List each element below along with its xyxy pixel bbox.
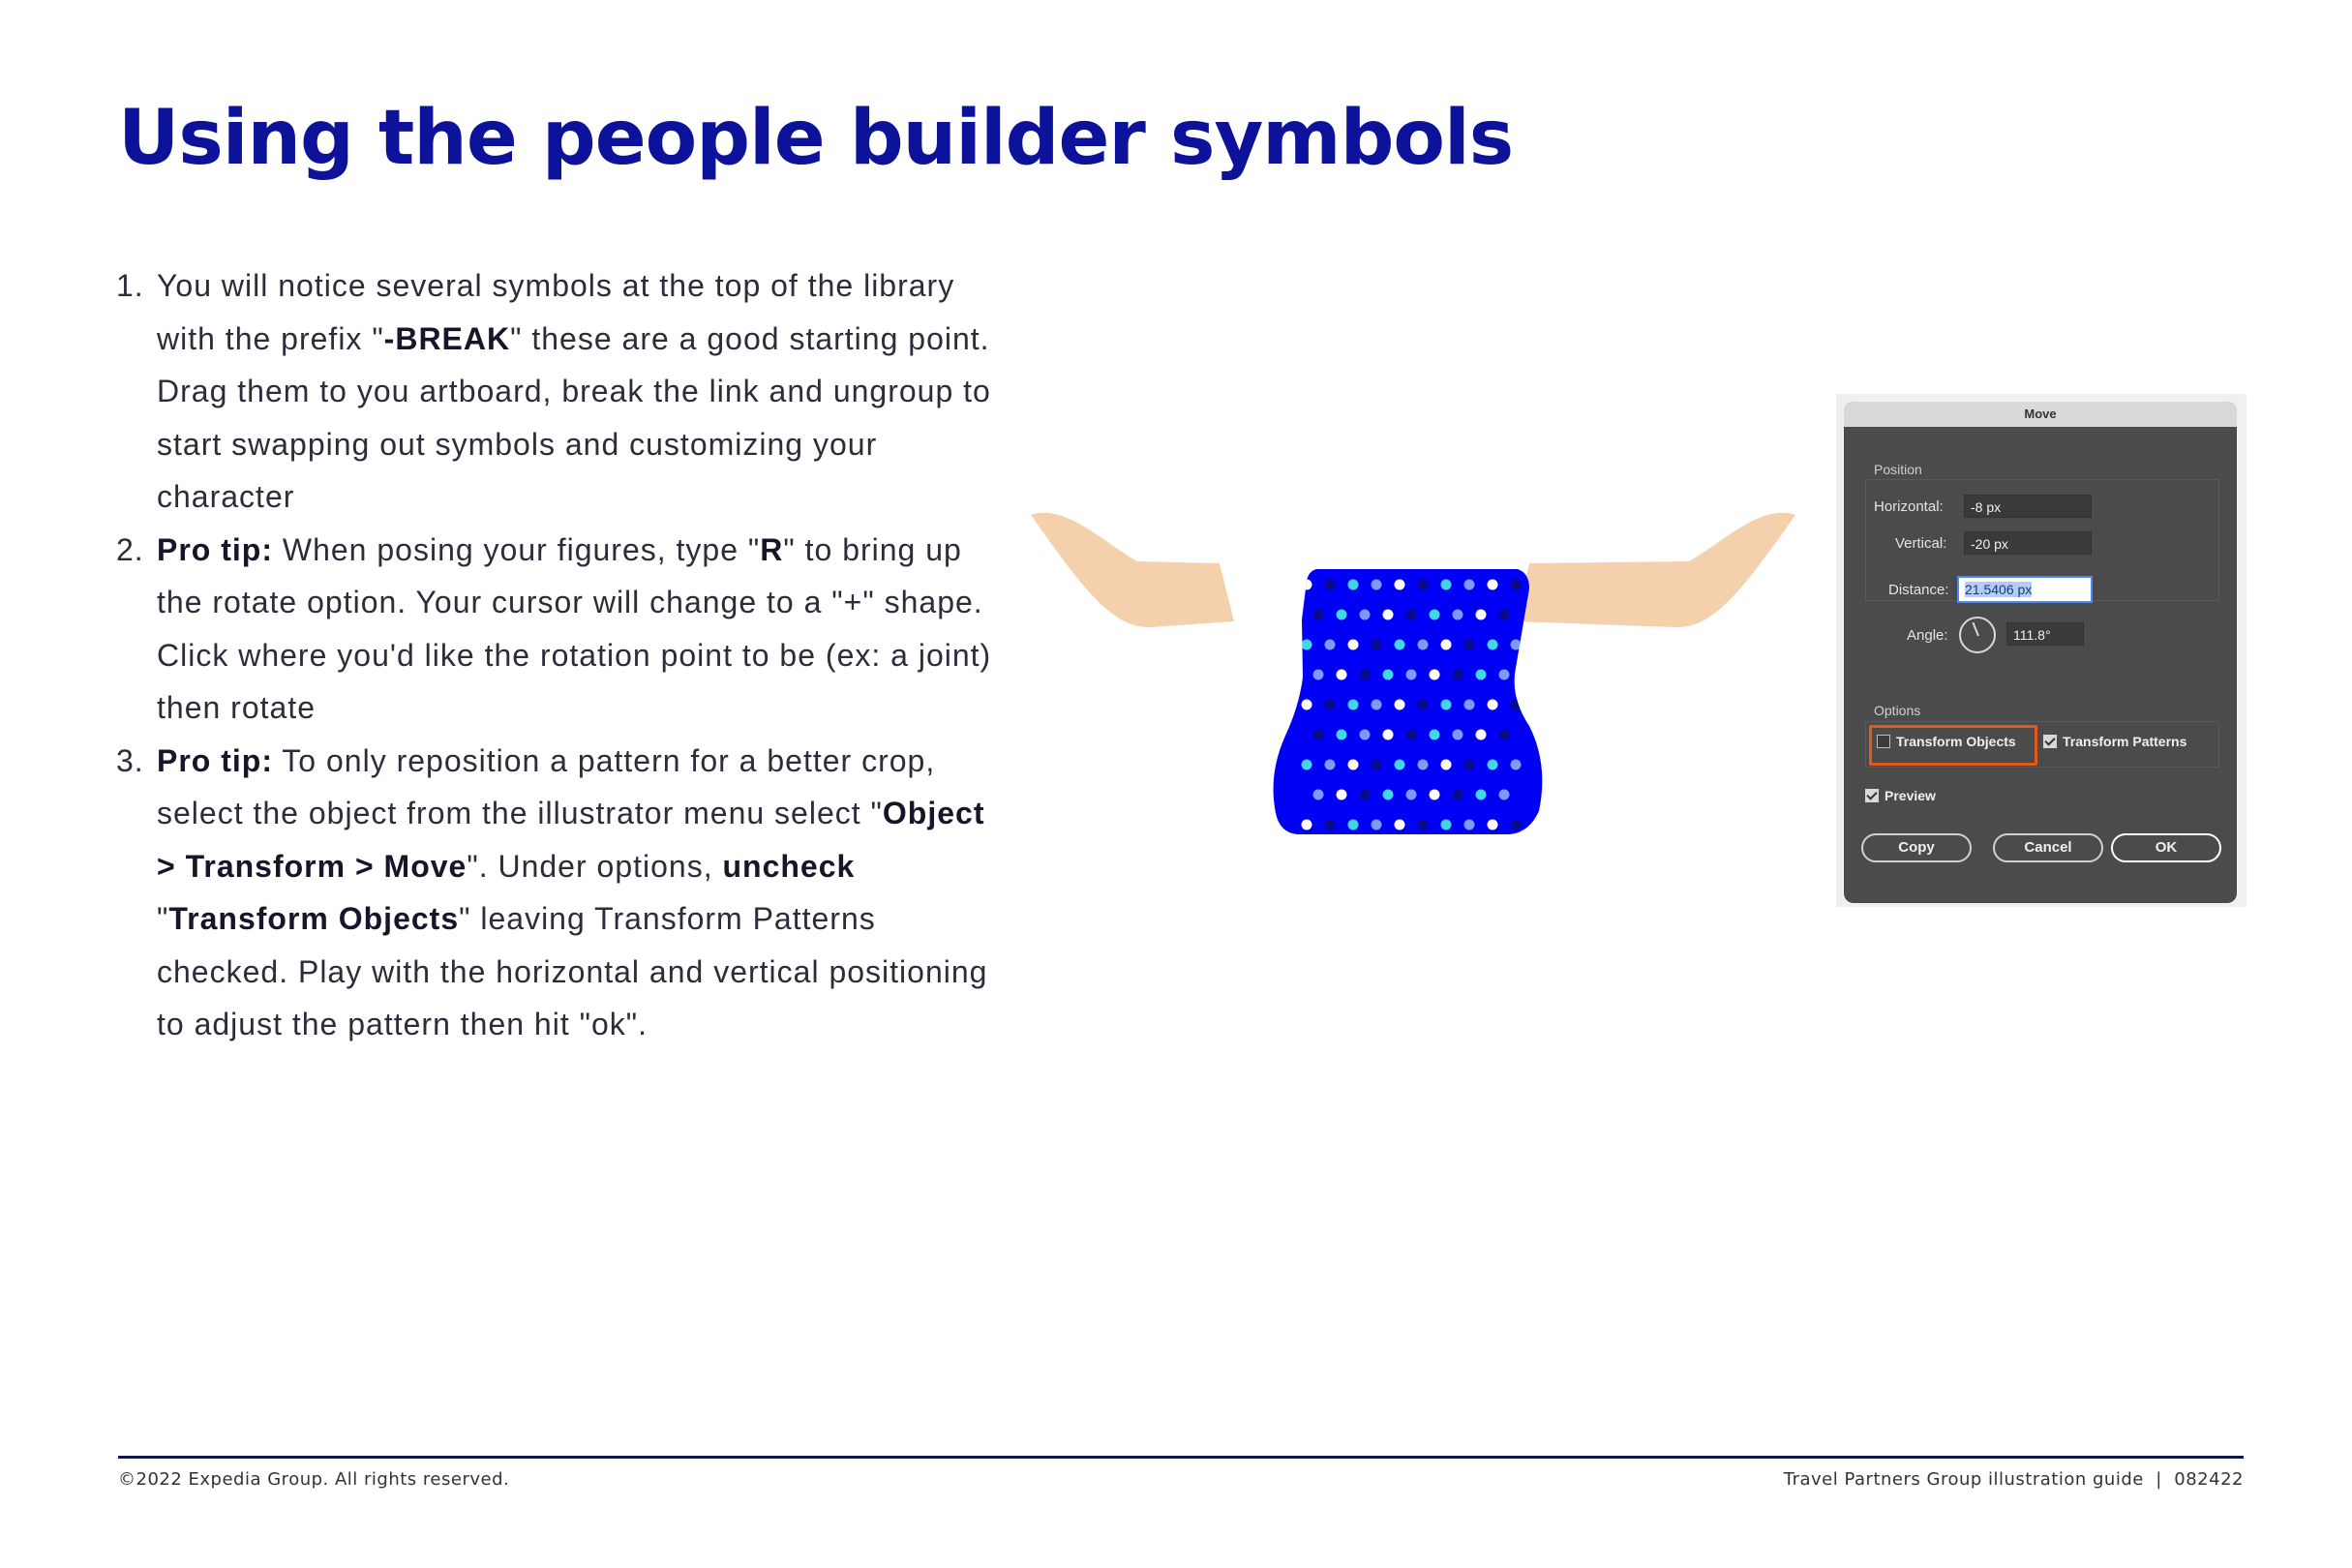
step-text-run: You will notice several symbols at the top of the library with the prefix " — [157, 268, 955, 356]
step-text — [157, 268, 991, 514]
angle-field[interactable]: 111.8° — [2006, 622, 2084, 646]
step-text-bold: R — [760, 531, 784, 567]
step-number: 1. — [116, 268, 144, 303]
step-text-run: " — [157, 901, 169, 936]
pattern-dot — [1395, 640, 1405, 650]
pattern-dot — [1418, 640, 1429, 650]
pattern-dot — [1430, 790, 1440, 800]
pattern-dot — [1441, 760, 1452, 770]
pattern-dot — [1302, 700, 1312, 710]
pattern-dot — [1348, 820, 1359, 830]
pattern-dot — [1313, 610, 1324, 620]
pattern-dot — [1337, 670, 1347, 680]
pattern-dot — [1313, 730, 1324, 740]
pattern-dot — [1488, 700, 1498, 710]
pattern-dot — [1348, 760, 1359, 770]
pattern-dot — [1383, 670, 1394, 680]
pattern-dot — [1348, 700, 1359, 710]
transform-patterns-label: Transform Patterns — [2063, 734, 2187, 749]
dialog-title: Move — [1844, 402, 2237, 427]
pattern-dot — [1372, 820, 1382, 830]
character-illustration — [1026, 503, 1800, 910]
position-section-label: Position — [1874, 462, 1922, 477]
preview-checkbox[interactable] — [1865, 788, 1936, 803]
distance-value: 21.5406 px — [1965, 582, 2033, 597]
pattern-dot — [1360, 730, 1371, 740]
instruction-step-1 — [116, 259, 1007, 524]
pattern-dot — [1464, 760, 1475, 770]
pattern-dot — [1453, 790, 1463, 800]
pattern-dot — [1360, 790, 1371, 800]
pattern-dot — [1325, 820, 1336, 830]
pattern-dot — [1488, 820, 1498, 830]
pattern-dot — [1372, 760, 1382, 770]
step-text-run: " these are a good starting point. Drag them to you artboard, break the link and ungroup to start swapping out symbols and customizing your character — [157, 320, 991, 514]
footer-copyright: ©2022 Expedia Group. All rights reserved. — [118, 1469, 510, 1490]
pattern-dot — [1406, 790, 1417, 800]
checkbox-unchecked-icon — [1877, 735, 1890, 748]
step-text-bold: Pro tip: — [157, 531, 273, 567]
step-text-bold: -BREAK — [383, 320, 511, 356]
pattern-dot — [1372, 700, 1382, 710]
pattern-dot — [1360, 610, 1371, 620]
pattern-dot — [1395, 760, 1405, 770]
step-text — [157, 743, 987, 1042]
pattern-dot — [1302, 820, 1312, 830]
pattern-dot — [1337, 610, 1347, 620]
pattern-dot — [1476, 670, 1487, 680]
step-text-run: " to bring up the rotate option. Your cursor will change to a "+" shape. Click where you'd like the rotation point to be (ex: a joint) then rotate — [157, 531, 992, 725]
move-dialog-screenshot — [1836, 394, 2246, 907]
pattern-dot — [1441, 580, 1452, 590]
preview-label: Preview — [1885, 788, 1936, 803]
pattern-dot — [1430, 670, 1440, 680]
pattern-dot — [1418, 820, 1429, 830]
pattern-dot — [1395, 700, 1405, 710]
options-section-label: Options — [1874, 703, 1921, 718]
pattern-dot — [1302, 640, 1312, 650]
pattern-dot — [1406, 610, 1417, 620]
pattern-dot — [1441, 640, 1452, 650]
pattern-dot — [1511, 640, 1522, 650]
pattern-dot — [1511, 820, 1522, 830]
pattern-dot — [1325, 640, 1336, 650]
pattern-dot — [1406, 670, 1417, 680]
step-number: 2. — [116, 531, 144, 567]
footer-guide-label: Travel Partners Group illustration guide | 082422 — [1783, 1469, 2244, 1490]
instruction-step-2 — [116, 524, 1007, 735]
pattern-dot — [1476, 610, 1487, 620]
pattern-dot — [1337, 790, 1347, 800]
copy-button[interactable]: Copy — [1861, 833, 1972, 862]
checkbox-checked-icon — [2043, 735, 2057, 748]
pattern-dot — [1453, 670, 1463, 680]
pattern-dot — [1395, 580, 1405, 590]
transform-patterns-checkbox[interactable] — [2043, 734, 2186, 749]
pattern-dot — [1348, 640, 1359, 650]
step-text-bold: Pro tip: — [157, 742, 273, 778]
step-text-bold: Transform Objects — [168, 901, 460, 936]
instruction-step-3 — [116, 735, 1007, 1051]
pattern-dot — [1372, 580, 1382, 590]
pattern-dot — [1313, 670, 1324, 680]
horizontal-label: Horizontal: — [1874, 498, 1944, 515]
pattern-dot — [1511, 760, 1522, 770]
pattern-dot — [1430, 730, 1440, 740]
pattern-dot — [1499, 610, 1510, 620]
cancel-button[interactable]: Cancel — [1993, 833, 2103, 862]
pattern-dot — [1476, 790, 1487, 800]
step-text — [157, 532, 991, 726]
distance-label: Distance: — [1888, 582, 1949, 598]
page-title: Using the people builder symbols — [118, 95, 1514, 182]
pattern-dot — [1313, 790, 1324, 800]
pattern-dot — [1499, 790, 1510, 800]
pattern-dot — [1383, 790, 1394, 800]
horizontal-field[interactable]: -8 px — [1964, 495, 2092, 518]
step-text-run: ". Under options, — [467, 848, 723, 884]
pattern-dot — [1488, 760, 1498, 770]
checkbox-checked-icon — [1865, 789, 1879, 802]
transform-objects-label: Transform Objects — [1896, 734, 2016, 749]
vertical-field[interactable]: -20 px — [1964, 531, 2092, 555]
pattern-dot — [1453, 610, 1463, 620]
pattern-dot — [1464, 640, 1475, 650]
pattern-dot — [1395, 820, 1405, 830]
vertical-label: Vertical: — [1895, 535, 1947, 552]
pattern-dot — [1337, 730, 1347, 740]
move-dialog — [1844, 402, 2237, 903]
pattern-dot — [1325, 580, 1336, 590]
step-text-run: When posing your figures, type " — [272, 531, 761, 567]
left-arm — [1031, 513, 1234, 627]
pattern-dot — [1499, 730, 1510, 740]
pattern-dot — [1441, 820, 1452, 830]
instruction-list — [116, 259, 1007, 1051]
pattern-dot — [1325, 760, 1336, 770]
right-arm — [1515, 513, 1795, 627]
pattern-dot — [1360, 670, 1371, 680]
pattern-dot — [1302, 760, 1312, 770]
pattern-dot — [1406, 730, 1417, 740]
pattern-dot — [1383, 610, 1394, 620]
angle-label: Angle: — [1907, 627, 1948, 644]
pattern-dot — [1476, 730, 1487, 740]
pattern-dot — [1511, 700, 1522, 710]
pattern-dot — [1430, 610, 1440, 620]
pattern-dot — [1302, 580, 1312, 590]
pattern-dot — [1325, 700, 1336, 710]
pattern-dot — [1488, 580, 1498, 590]
step-text-bold: uncheck — [722, 848, 856, 884]
step-number: 3. — [116, 742, 144, 778]
pattern-dot — [1464, 580, 1475, 590]
character-torso-svg — [1026, 503, 1800, 910]
distance-field[interactable] — [1957, 576, 2093, 603]
pattern-dot — [1499, 670, 1510, 680]
pattern-dot — [1348, 580, 1359, 590]
pattern-dot — [1418, 580, 1429, 590]
pattern-dot — [1418, 700, 1429, 710]
pattern-dot — [1383, 730, 1394, 740]
pattern-dot — [1511, 580, 1522, 590]
step-text-bold: Object > Transform > Move — [157, 796, 985, 884]
transform-objects-checkbox[interactable] — [1877, 734, 2016, 749]
pattern-dot — [1464, 820, 1475, 830]
pattern-dot — [1464, 700, 1475, 710]
pattern-dot — [1372, 640, 1382, 650]
footer-divider — [118, 1456, 2244, 1459]
pattern-dot — [1488, 640, 1498, 650]
step-text-run: To only reposition a pattern for a better crop, select the object from the illustrator menu select " — [157, 742, 936, 830]
pattern-dot — [1453, 730, 1463, 740]
pattern-dot — [1441, 700, 1452, 710]
ok-button[interactable]: OK — [2111, 833, 2221, 862]
pattern-dot — [1418, 760, 1429, 770]
step-text-run: " leaving Transform Patterns checked. Play with the horizontal and vertical positioning to adjust the pattern then hit "ok". — [157, 901, 988, 1041]
angle-dial-icon[interactable] — [1959, 617, 1996, 653]
